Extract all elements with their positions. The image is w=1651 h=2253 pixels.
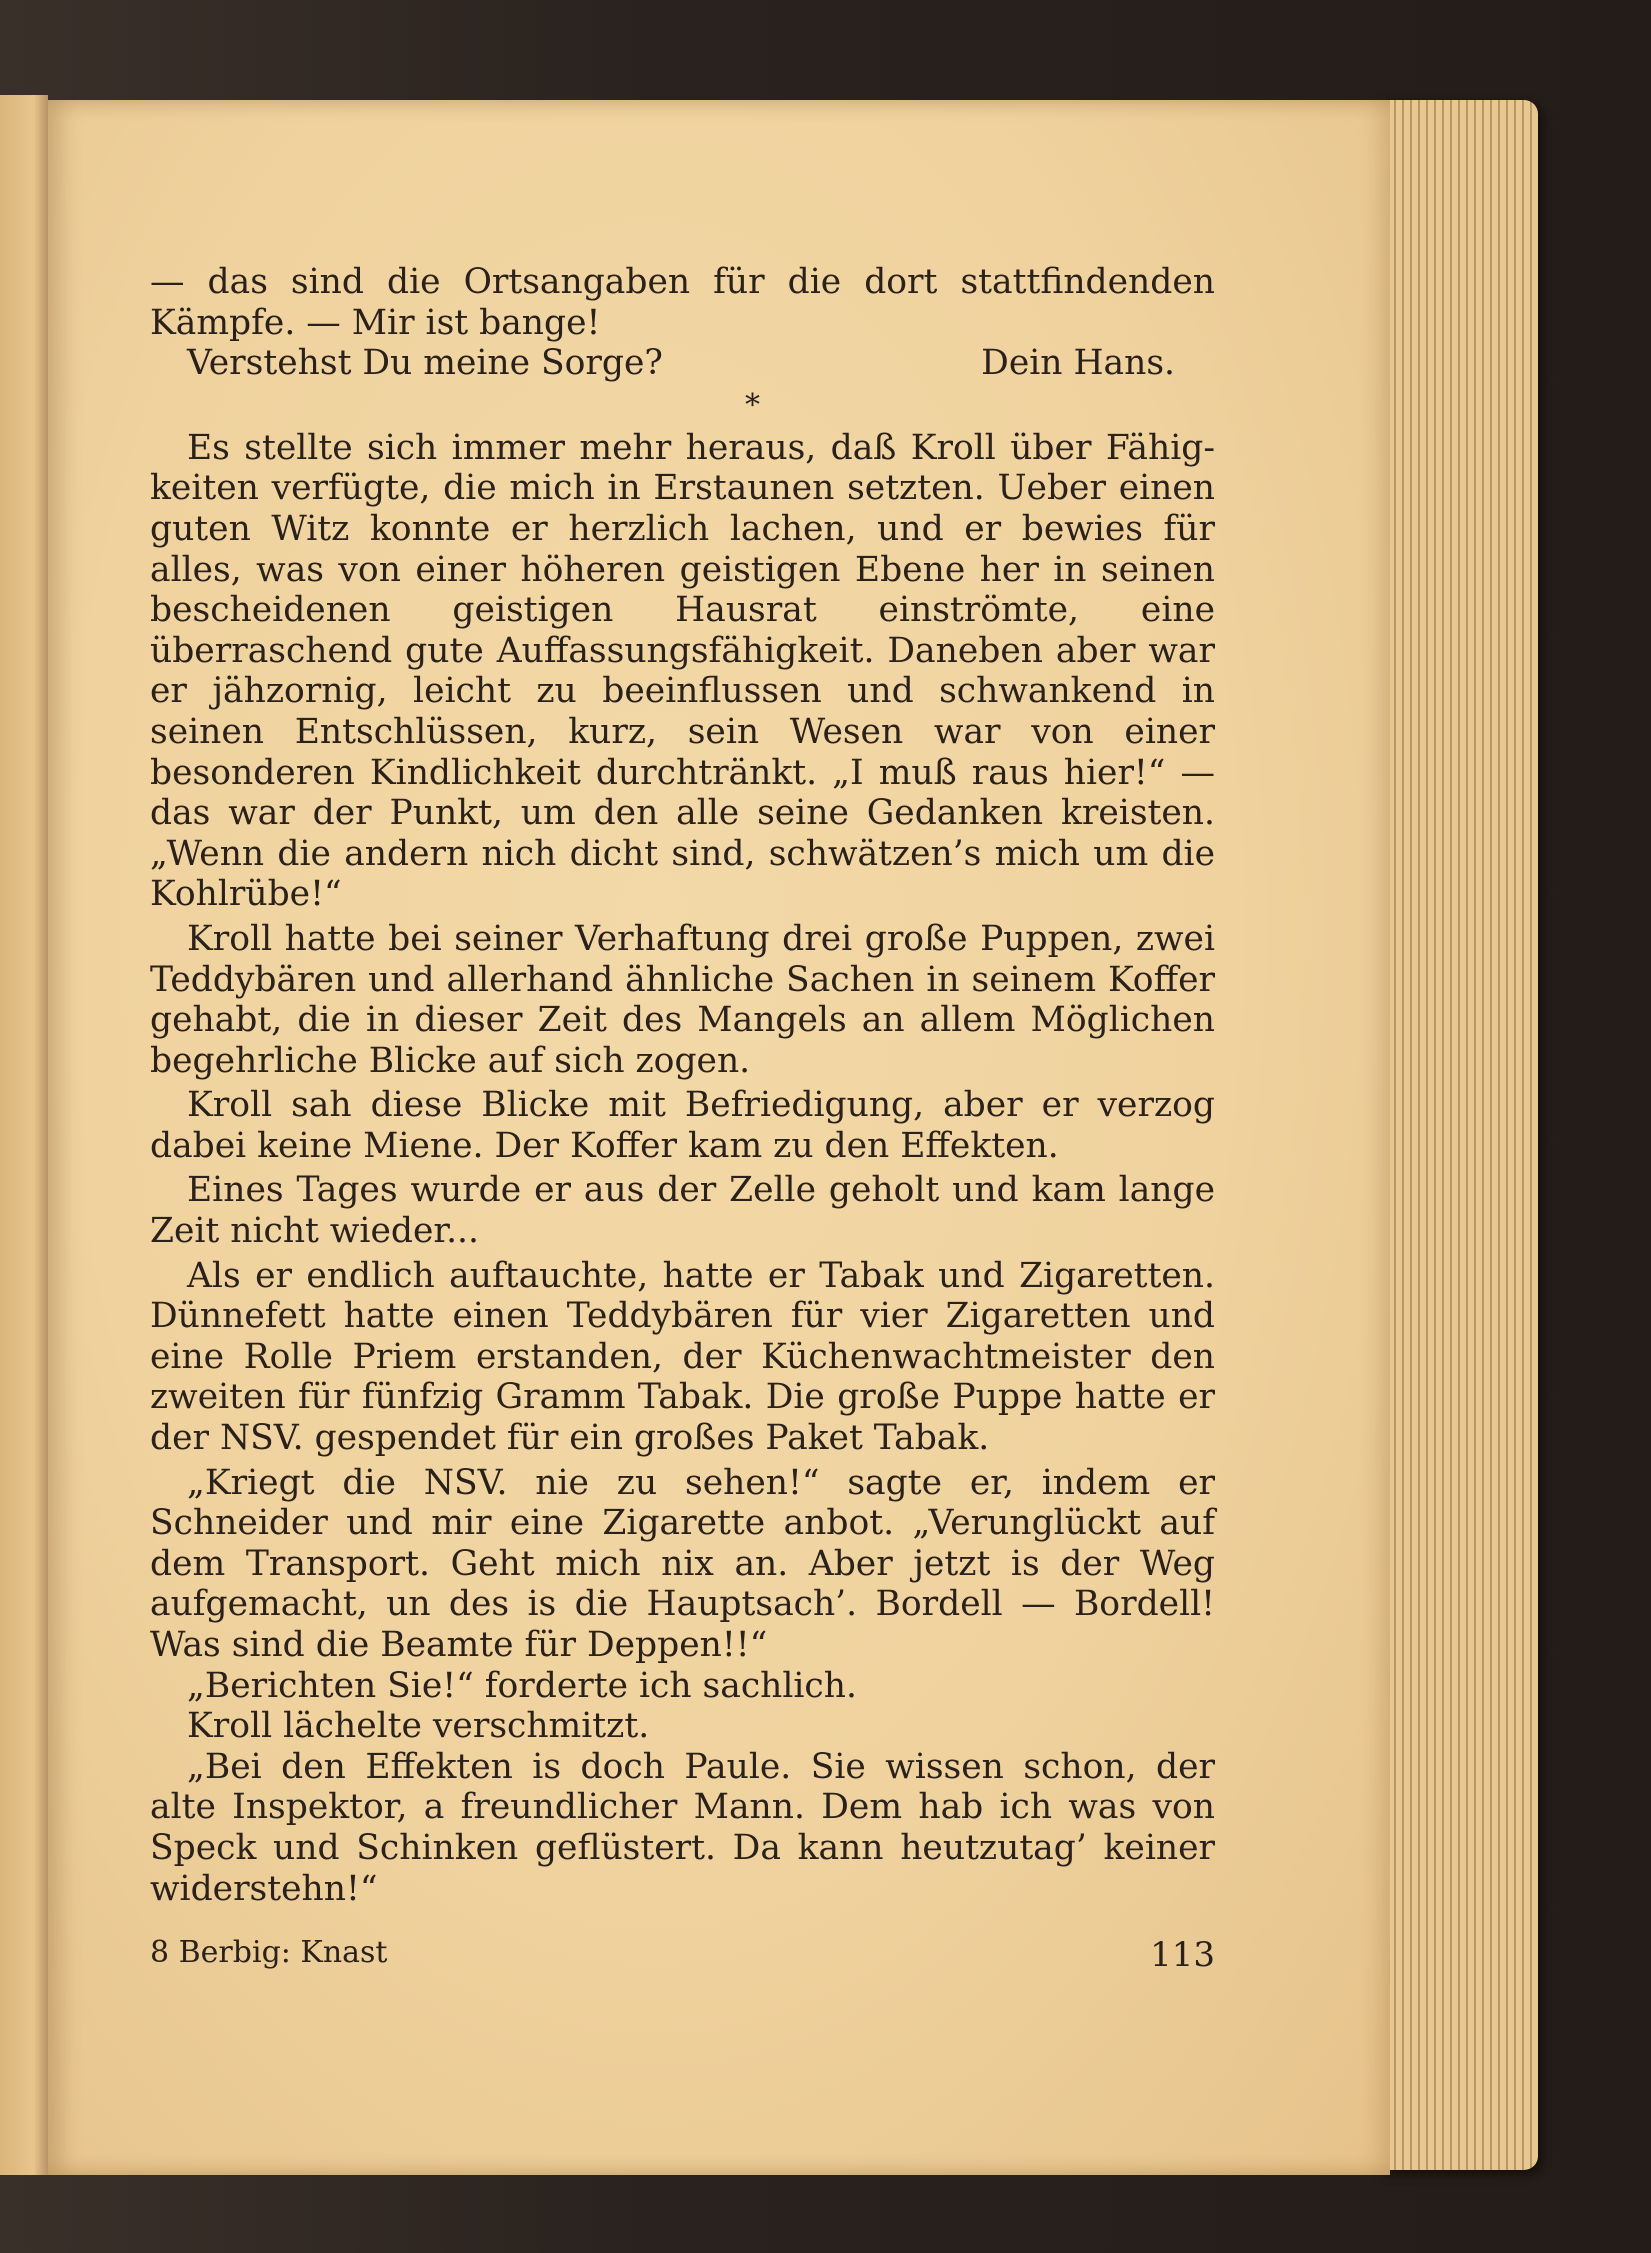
- previous-page-edge: [0, 95, 48, 2175]
- paragraph: „Kriegt die NSV. nie zu sehen!“ sagte er, indem er Schneider und mir eine Zigarette anbot. „Verunglückt auf dem Transport. Geht mich nix an. Aber jetzt is der Weg aufgemacht, un des is die Hauptsach’. Bordell — Bordell! Was sind die Beamte für Deppen!!“: [150, 1462, 1215, 1665]
- paragraph: „Bei den Effekten is doch Paule. Sie wissen schon, der alte Inspektor, a freundlicher Mann. Dem hab ich was von Speck und Schinken geflüstert. Da kann heutzutag’ keiner widerstehn!“: [150, 1746, 1215, 1909]
- section-separator: *: [745, 387, 760, 423]
- letter-question: Verstehst Du meine Sorge?: [187, 343, 663, 384]
- paragraph: Kroll lächelte verschmitzt.: [187, 1706, 650, 1747]
- page-number: 113: [1150, 1935, 1215, 1975]
- paragraph: Kroll sah diese Blicke mit Befriedigung, aber er verzog dabei keine Miene. Der Koffer kam zu den Effekten.: [150, 1085, 1215, 1166]
- page-text: [150, 262, 1215, 1909]
- paragraph-letter-end: — das sind die Ortsangaben für die dort stattfindenden Kämpfe. — Mir ist bange!: [150, 262, 1215, 343]
- letter-signature: Dein Hans.: [981, 343, 1175, 384]
- page-stack-edges: [1380, 100, 1538, 2170]
- paragraph: Eines Tages wurde er aus der Zelle geholt und kam lange Zeit nicht wieder...: [150, 1170, 1215, 1252]
- letter-closing: [150, 343, 1215, 384]
- paragraph: Kroll hatte bei seiner Verhaftung drei große Puppen, zwei Teddybären und allerhand ähnliche Sachen in seinem Koffer gehabt, die in dieser Zeit des Mangels an allem Möglichen begehrliche Blicke auf sich zogen.: [150, 918, 1215, 1081]
- signature-mark: 8 Berbig: Knast: [150, 1935, 388, 1970]
- paragraph: Als er endlich auftauchte, hatte er Tabak und Zigaretten. Dünnefett hatte einen Teddybären für vier Zigaretten und eine Rolle Priem erstanden, der Küchenwachtmeister den zweiten für fünfzig Gramm Tabak. Die große Puppe hatte er der NSV. gespendet für ein großes Paket Tabak.: [150, 1255, 1215, 1459]
- page-footer: [150, 1935, 1215, 1975]
- paragraph: „Berichten Sie!“ forderte ich sachlich.: [187, 1665, 857, 1706]
- paragraph: Es stellte sich immer mehr heraus, daß Kroll über Fähigkeiten verfügte, die mich in Erstaunen setzten. Ueber einen guten Witz konnte er herzlich lachen, und er bewies für alles, was von einer höheren geistigen Ebene her in seinen bescheidenen geistigen Hausrat einströmte, eine überraschend gute Auffassungsfähigkeit. Daneben aber war er jähzornig, leicht zu beeinflussen und schwankend in seinen Entschlüssen, kurz, sein Wesen war von einer besonderen Kindlichkeit durchtränkt. „I muß raus hier!“ — das war der Punkt, um den alle seine Gedanken kreisten. „Wenn die andern nich dicht sind, schwätzen’s mich um die Kohlrübe!“: [150, 427, 1215, 915]
